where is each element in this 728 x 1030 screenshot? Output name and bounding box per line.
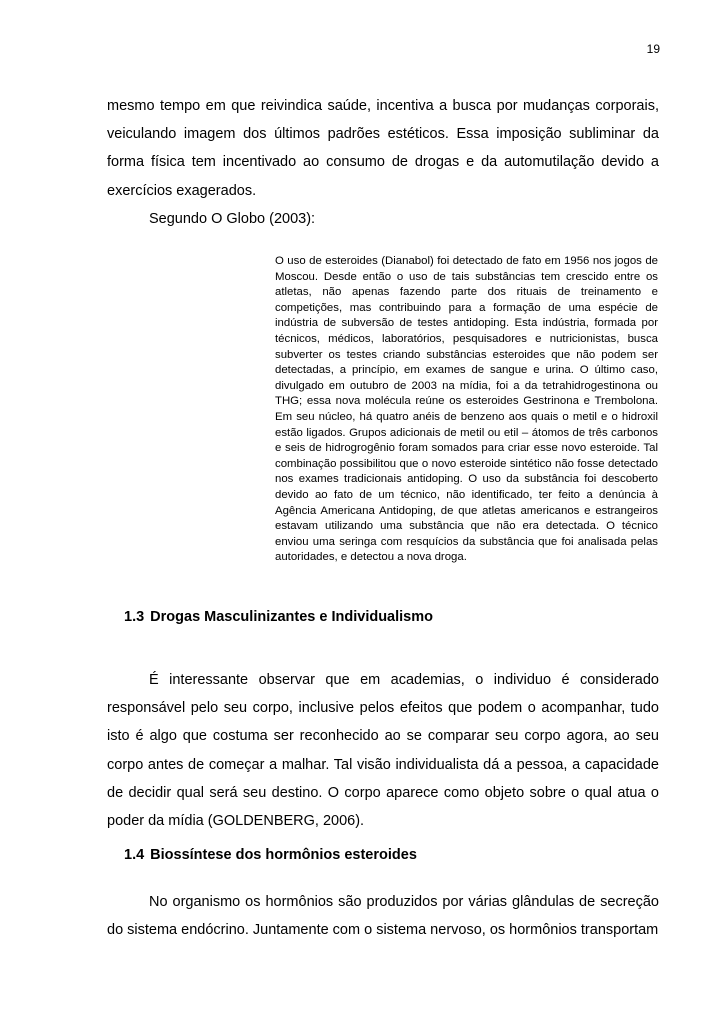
block-quote: O uso de esteroides (Dianabol) foi detectado de fato em 1956 nos jogos de Moscou. Desde então o uso de tais substâncias tem crescido entre os atletas, não apenas fazendo parte dos rituais de treinamento e competições, mas contribuindo para a formação de uma espécie de indústria de subversão de testes antidoping. Esta indústria, formada por técnicos, médicos, laboratórios, pesquisadores e nutricionistas, busca subverter os testes criando substâncias esteroides que não podem ser detectadas, a princípio, em exames de sangue e urina. O último caso, divulgado em outubro de 2003 na mídia, foi a da tetrahidrogestinona ou THG; essa nova molécula reúne os esteroides Gestrinona e Trembolona. Em seu núcleo, há quatro anéis de benzeno aos quais o metil e o hidroxil estão ligados. Grupos adicionais de metil ou etil – átomos de três carbonos e seis de hidrogrogênio foram somados para criar esse novo esteroide. Tal combinação possibilitou que o novo esteroide sintético não fosse detectado nos exames tradicionais antidoping. O uso da substância foi descoberto devido ao fato de um técnico, não identificado, ter feito a denúncia à Agência Americana Antidoping, de que atletas americanos e estrangeiros estavam utilizando uma substância que não era detectada. O técnico enviou uma seringa com resquícios da substância que foi analisada pelas autoridades, e detectou a nova droga. <box>275 255 658 564</box>
section-number: 1.4 <box>124 847 145 863</box>
intro-paragraph: mesmo tempo em que reivindica saúde, incentiva a busca por mudanças corporais, veiculando imagem dos últimos padrões estéticos. Essa imposição subliminar da forma física tem incentivado ao consumo de drogas e da automutilação devido a exercícios exagerados. <box>107 98 659 199</box>
section-1-3-body <box>107 666 659 835</box>
section-title: Biossíntese dos hormônios esteroides <box>150 847 417 863</box>
section-number: 1.3 <box>124 609 145 625</box>
section-1-3-paragraph: É interessante observar que em academias, o individuo é considerado responsável pelo seu corpo, inclusive pelos efeitos que podem o acompanhar, tudo isto é algo que costuma ser reconhecido ao se comparar seu corpo agora, ao seu corpo antes de começar a malhar. Tal visão individualista dá a pessoa, a capacidade de decidir qual será seu destino. O corpo aparece como objeto sobre o qual atua o poder da mídia (GOLDENBERG, 2006). <box>107 672 659 830</box>
section-1-4-paragraph: No organismo os hormônios são produzidos por várias glândulas de secreção do sistema endócrino. Juntamente com o sistema nervoso, os hormônios transportam <box>107 894 659 939</box>
section-1-4-body <box>107 888 659 944</box>
citation-intro: Segundo O Globo (2003): <box>149 210 316 227</box>
section-title: Drogas Masculinizantes e Individualismo <box>150 609 433 625</box>
section-heading-1-4 <box>124 847 417 863</box>
section-heading-1-3 <box>124 609 433 625</box>
intro-section <box>107 92 659 233</box>
page-number: 19 <box>646 42 660 56</box>
